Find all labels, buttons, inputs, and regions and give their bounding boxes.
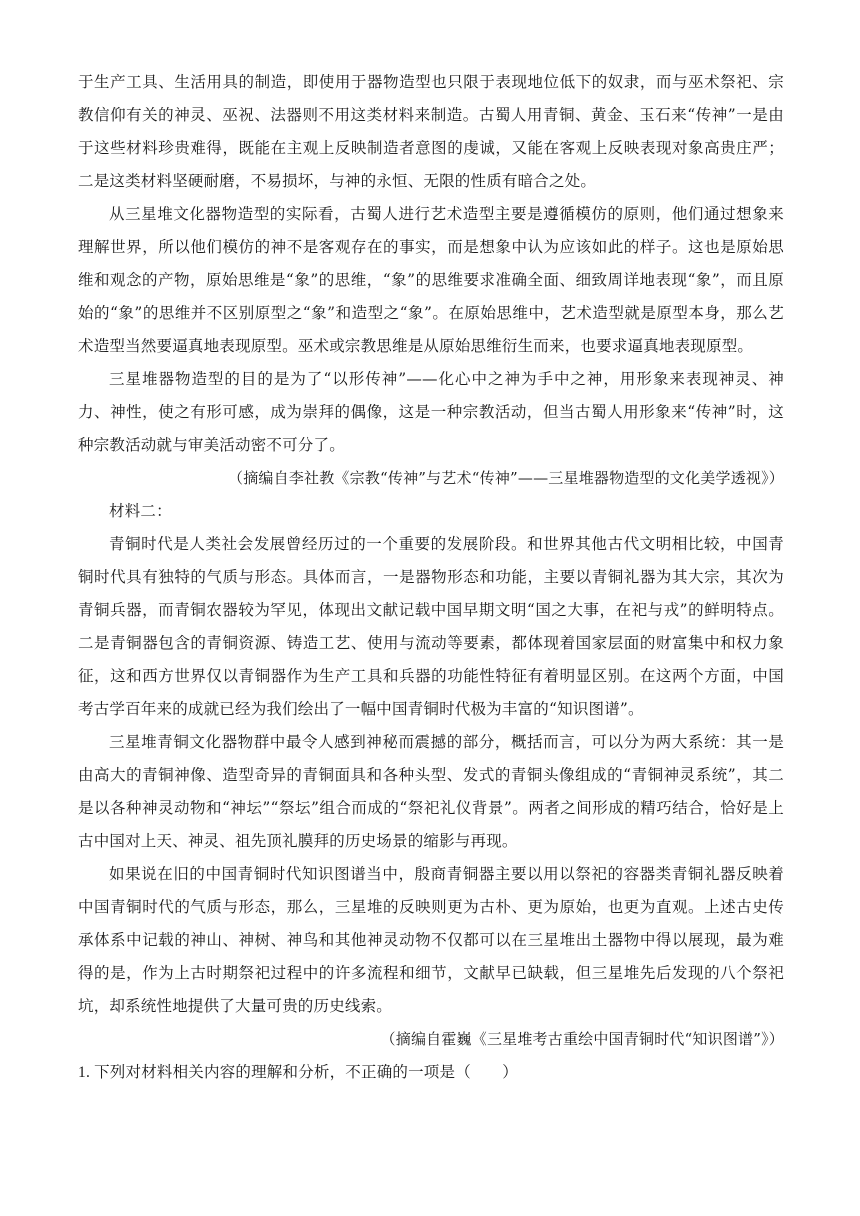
paragraph-knowledge-map: 如果说在旧的中国青铜时代知识图谱当中，殷商青铜器主要以用以祭祀的容器类青铜礼器反映着中国青铜时代的气质与形态，那么，三星堆的反映则更为古朴、更为原始，也更为直观。上述古史传承体系中记载的神山、神树、神鸟和其他神灵动物不仅都可以在三星堆出土器物中得以展现，最为难得的是，作为上古时期祭祀过程中的许多流程和细节，文献早已缺载，但三星堆先后发现的八个祭祀坑，却系统性地提供了大量可贵的历史线索。	[78, 865, 784, 1015]
source-citation-2: （摘编自霍巍《三星堆考古重绘中国青铜时代“知识图谱”》）	[380, 1030, 784, 1048]
question-1: 1. 下列对材料相关内容的理解和分析，不正确的一项是（ ）	[78, 1064, 519, 1081]
paragraph-bronze-age: 青铜时代是人类社会发展曾经历过的一个重要的发展阶段。和世界其他古代文明相比较，中国青铜时代具有独特的气质与形态。具体而言，一是器物形态和功能，主要以青铜礼器为其大宗，其次为青铜兵器，而青铜农器较为罕见，体现出文献记载中国早期文明“国之大事，在祀与戎”的鲜明特点。二是青铜器包含的青铜资源、铸造工艺、使用与流动等要素，都体现着国家层面的财富集中和权力象征，这和西方世界仅以青铜器作为生产工具和兵器的功能性特征有着明显区别。在这两个方面，中国考古学百年来的成就已经为我们绘出了一幅中国青铜时代极为丰富的“知识图谱”。	[78, 535, 784, 718]
paragraph-material-usage: 于生产工具、生活用具的制造，即使用于器物造型也只限于表现地位低下的奴隶，而与巫术祭祀、宗教信仰有关的神灵、巫祝、法器则不用这类材料来制造。古蜀人用青铜、黄金、玉石来“传神”一是由于这些材料珍贵难得，既能在主观上反映制造者意图的虔诚，又能在客观上反映表现对象高贵庄严；二是这类材料坚硬耐磨，不易损坏，与神的永恒、无限的性质有暗合之处。	[78, 73, 784, 190]
document-page	[78, 66, 784, 1089]
paragraph-two-systems: 三星堆青铜文化器物群中最令人感到神秘而震撼的部分，概括而言，可以分为两大系统：其一是由高大的青铜神像、造型奇异的青铜面具和各种头型、发式的青铜头像组成的“青铜神灵系统”，其二是以各种神灵动物和“神坛”“祭坛”组合而成的“祭祀礼仪背景”。两者之间形成的精巧结合，恰好是上古中国对上天、神灵、祖先顶礼膜拜的历史场景的缩影与再现。	[78, 733, 784, 850]
paragraph-form-conveys-spirit: 三星堆器物造型的目的是为了“以形传神”——化心中之神为手中之神，用形象来表现神灵、神力、神性，使之有形可感，成为崇拜的偶像，这是一种宗教活动，但当古蜀人用形象来“传神”时，这种宗教活动就与审美活动密不可分了。	[78, 370, 784, 454]
paragraph-imitation-principle: 从三星堆文化器物造型的实际看，古蜀人进行艺术造型主要是遵循模仿的原则，他们通过想象来理解世界，所以他们模仿的神不是客观存在的事实，而是想象中认为应该如此的样子。这也是原始思维和观念的产物，原始思维是“象”的思维，“象”的思维要求准确全面、细致周详地表现“象”，而且原始的“象”的思维并不区别原型之“象”和造型之“象”。在原始思维中，艺术造型就是原型本身，那么艺术造型当然要逼真地表现原型。巫术或宗教思维是从原始思维衍生而来，也要求逼真地表现原型。	[78, 205, 784, 355]
source-citation-1: （摘编自李社教《宗教“传神”与艺术“传神”——三星堆器物造型的文化美学透视》）	[228, 469, 784, 487]
material-two-label: 材料二：	[109, 502, 172, 520]
